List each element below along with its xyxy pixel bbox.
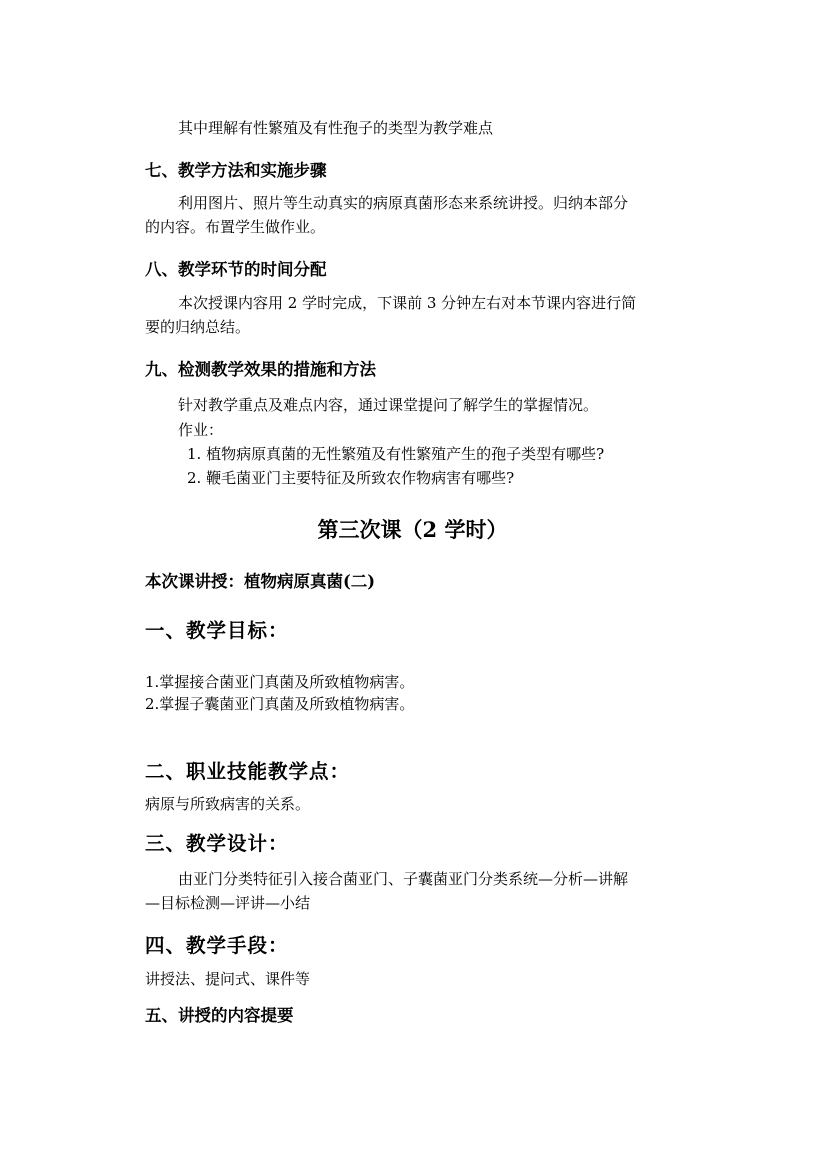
lesson-title: 第三次课（2 学时）	[317, 517, 508, 542]
section-7-line-1: 利用图片、照片等生动真实的病原真菌形态来系统讲授。归纳本部分	[178, 194, 629, 212]
section-8-heading: 八、教学环节的时间分配	[145, 260, 327, 279]
section-7-heading: 七、教学方法和实施步骤	[145, 161, 327, 180]
section-7-line-2: 的内容。布置学生做作业。	[145, 218, 326, 236]
section-8-line-2: 要的归纳总结。	[145, 318, 251, 336]
section-5-heading: 五、讲授的内容提要	[145, 1006, 294, 1025]
skills-heading: 二、职业技能教学点：	[145, 760, 351, 783]
section-9-line-1: 针对教学重点及难点内容，通过课堂提问了解学生的掌握情况。	[178, 396, 599, 414]
intro-line: 其中理解有性繁殖及有性孢子的类型为教学难点	[178, 119, 494, 137]
design-line-1: 由亚门分类特征引入接合菌亚门、子囊菌亚门分类系统—分析—讲解	[178, 870, 629, 888]
homework-label: 作业：	[178, 421, 224, 439]
means-heading: 四、教学手段：	[145, 934, 289, 957]
lesson-topic: 本次课讲授：植物病原真菌(二)	[145, 572, 376, 591]
section-9-heading: 九、检测教学效果的措施和方法	[145, 360, 376, 379]
design-line-2: —目标检测—评讲—小结	[145, 894, 311, 912]
skills-text: 病原与所致病害的关系。	[145, 795, 311, 813]
goal-item: 1.掌握接合菌亚门真菌及所致植物病害。	[145, 673, 415, 691]
goals-heading: 一、教学目标：	[145, 619, 289, 642]
design-heading: 三、教学设计：	[145, 832, 289, 855]
homework-item: 2. 鞭毛菌亚门主要特征及所致农作物病害有哪些?	[187, 469, 515, 487]
homework-item: 1. 植物病原真菌的无性繁殖及有性繁殖产生的孢子类型有哪些?	[187, 445, 605, 463]
goal-item: 2.掌握子囊菌亚门真菌及所致植物病害。	[145, 695, 415, 713]
section-8-line-1: 本次授课内容用 2 学时完成，下课前 3 分钟左右对本节课内容进行简	[178, 294, 637, 312]
means-text: 讲授法、提问式、课件等	[145, 970, 311, 988]
